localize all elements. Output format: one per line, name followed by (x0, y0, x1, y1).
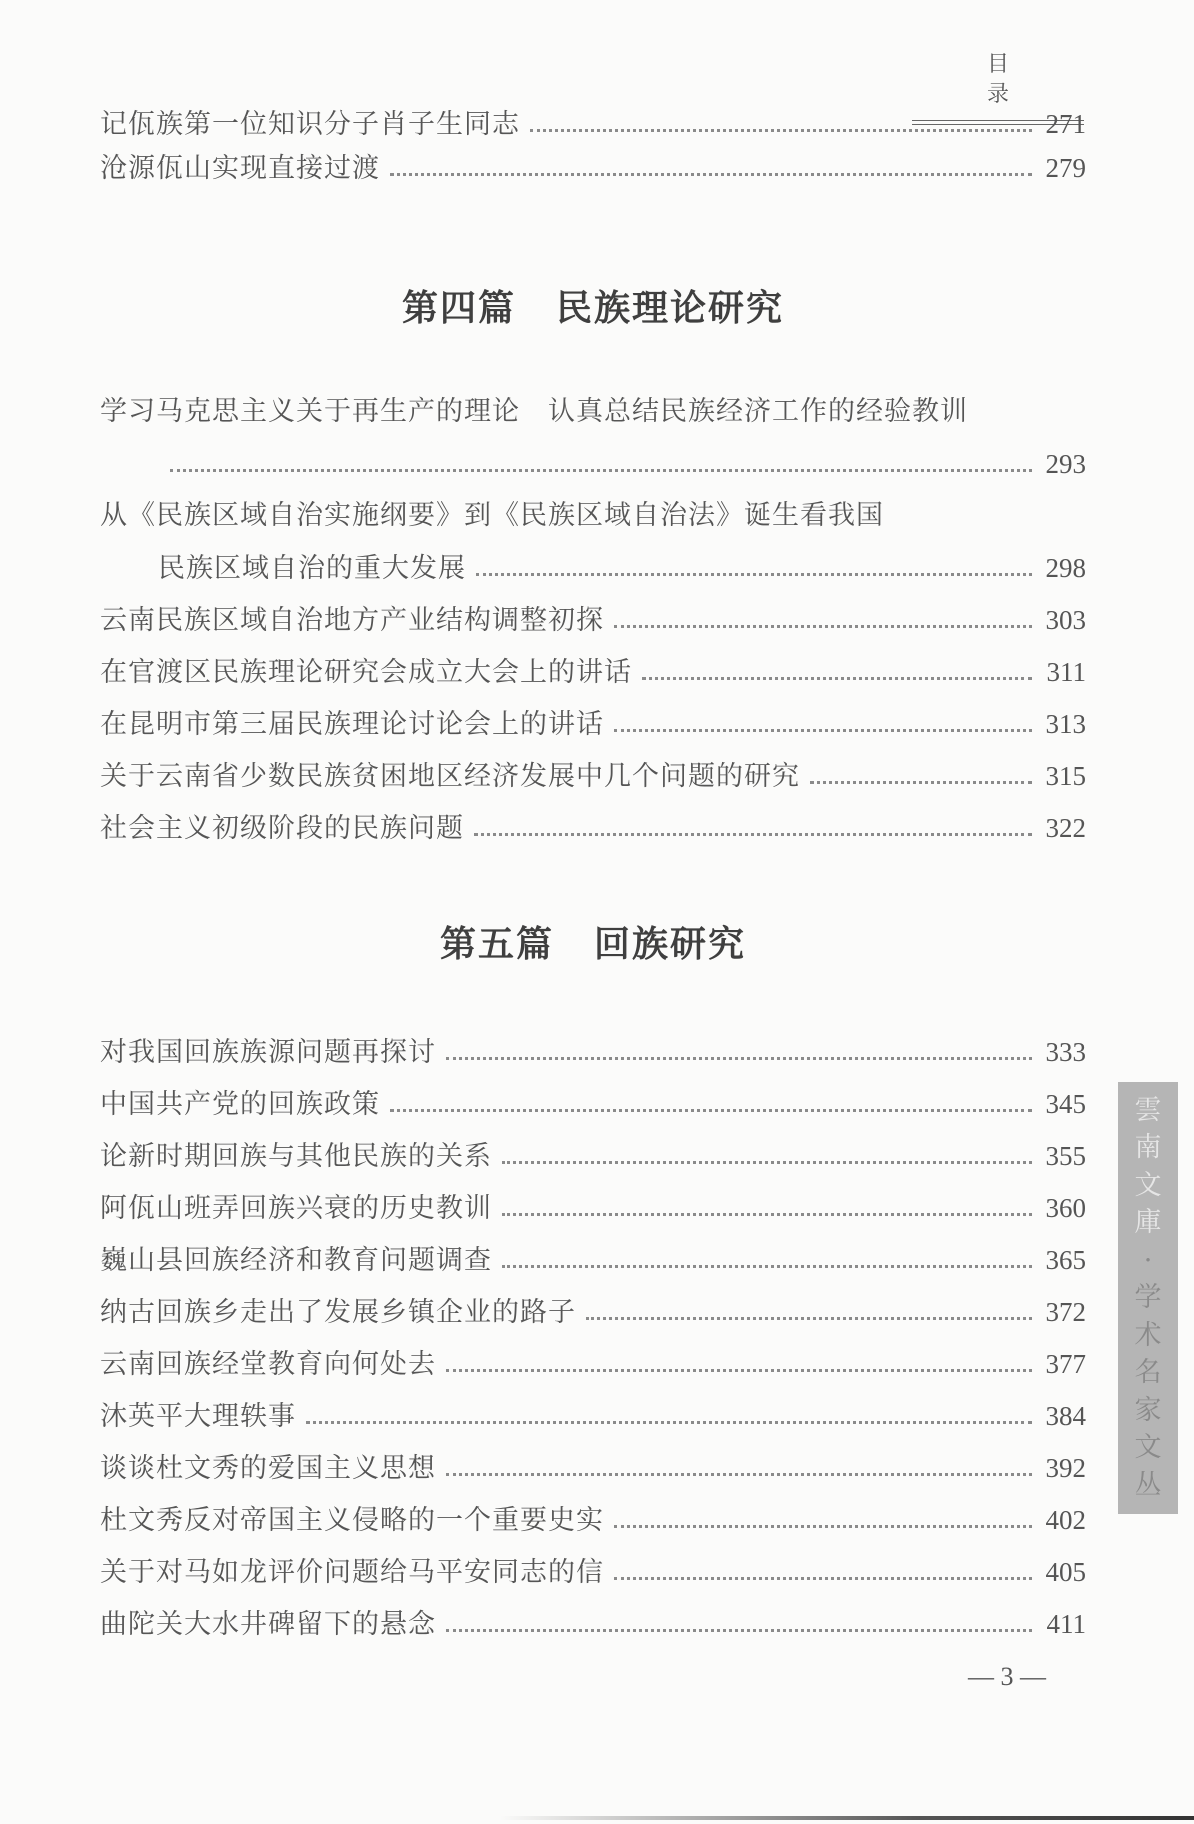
entry-title: 关于云南省少数民族贫困地区经济发展中几个问题的研究 (100, 761, 800, 792)
side-tab-char: 南 (1134, 1132, 1162, 1163)
toc-entry[interactable] (100, 1396, 1086, 1436)
dot-leader (476, 572, 1032, 576)
entry-page: 392 (1045, 1453, 1086, 1483)
section-name: 民族理论研究 (556, 287, 785, 329)
dot-leader (306, 1420, 1032, 1424)
entry-title: 在昆明市第三届民族理论讨论会上的讲话 (100, 709, 604, 740)
entry-title: 云南回族经堂教育向何处去 (100, 1349, 436, 1380)
dot-leader (614, 1524, 1032, 1528)
side-tab-char: 庫 (1134, 1207, 1162, 1238)
entry-page: 298 (1045, 553, 1086, 583)
toc-entry[interactable] (100, 756, 1086, 796)
entry-title: 论新时期回族与其他民族的关系 (100, 1141, 492, 1172)
dot-leader (474, 832, 1032, 836)
entry-title: 记佤族第一位知识分子肖子生同志 (100, 109, 520, 140)
entry-page: 271 (1045, 109, 1086, 139)
toc-entry[interactable] (100, 704, 1086, 744)
entry-page: 405 (1045, 1557, 1086, 1587)
dot-leader (642, 676, 1032, 680)
side-tab-char: 文 (1134, 1169, 1162, 1201)
dot-leader (390, 1108, 1032, 1112)
dot-leader (446, 1056, 1032, 1060)
side-tab-char: 术 (1134, 1319, 1162, 1351)
entry-page: 293 (1045, 449, 1086, 479)
toc-entry[interactable] (100, 1292, 1086, 1332)
entry-title: 杜文秀反对帝国主义侵略的一个重要史实 (100, 1505, 604, 1536)
entry-page: 365 (1045, 1245, 1086, 1275)
entry-title-line[interactable]: 学习马克思主义关于再生产的理论 认真总结民族经济工作的经验教训 (100, 396, 968, 427)
entry-title: 社会主义初级阶段的民族问题 (100, 813, 464, 844)
entry-page: 322 (1045, 813, 1086, 843)
side-tab-char: 名 (1134, 1357, 1162, 1388)
section-number: 第四篇 (401, 287, 516, 329)
toc-entry[interactable] (100, 1604, 1086, 1644)
dot-leader (502, 1160, 1032, 1164)
toc-entry[interactable] (100, 1552, 1086, 1592)
toc-entry[interactable] (100, 1136, 1086, 1176)
toc-entry[interactable] (100, 1084, 1086, 1124)
entry-title: 民族区域自治的重大发展 (158, 553, 466, 584)
dot-leader (390, 172, 1032, 176)
entry-page: 402 (1045, 1505, 1086, 1535)
toc-entry[interactable] (100, 1032, 1086, 1072)
side-tab-char: 学 (1134, 1282, 1162, 1313)
entry-title-line[interactable]: 从《民族区域自治实施纲要》到《民族区域自治法》诞生看我国 (100, 500, 884, 531)
toc-entry[interactable] (100, 1240, 1086, 1280)
header-title: 目 录 (986, 52, 1112, 107)
dot-leader (614, 624, 1032, 628)
toc-entry[interactable] (100, 808, 1086, 848)
entry-page: 411 (1046, 1609, 1086, 1639)
entry-title: 对我国回族族源问题再探讨 (100, 1037, 436, 1068)
toc-entry[interactable] (100, 1448, 1086, 1488)
dot-leader (614, 1576, 1032, 1580)
dot-leader (810, 780, 1032, 784)
entry-title: 纳古回族乡走出了发展乡镇企业的路子 (100, 1297, 576, 1328)
section-heading (100, 916, 1086, 967)
entry-page: 311 (1046, 657, 1086, 687)
toc-entry[interactable] (100, 1344, 1086, 1384)
series-side-tab (1118, 1082, 1178, 1514)
entry-page: 360 (1045, 1193, 1086, 1223)
entry-page: 279 (1045, 153, 1086, 183)
section-heading (100, 280, 1086, 331)
toc-entry[interactable] (100, 1188, 1086, 1228)
entry-page: 345 (1045, 1089, 1086, 1119)
dot-leader (586, 1316, 1032, 1320)
entry-title: 巍山县回族经济和教育问题调查 (100, 1245, 492, 1276)
toc-entry[interactable] (100, 444, 1086, 484)
dot-leader (614, 728, 1032, 732)
entry-title: 沧源佤山实现直接过渡 (100, 153, 380, 184)
entry-title: 中国共产党的回族政策 (100, 1089, 380, 1120)
entry-page: 384 (1045, 1401, 1086, 1431)
dot-leader (502, 1212, 1032, 1216)
section-name: 回族研究 (594, 923, 747, 965)
dot-leader (446, 1628, 1032, 1632)
dot-leader (446, 1472, 1032, 1476)
dot-leader (170, 468, 1032, 472)
entry-page: 303 (1045, 605, 1086, 635)
entry-page: 333 (1045, 1037, 1086, 1067)
entry-title: 关于对马如龙评价问题给马平安同志的信 (100, 1557, 604, 1588)
side-tab-char: 家 (1134, 1394, 1162, 1426)
entry-title: 谈谈杜文秀的爱国主义思想 (100, 1453, 436, 1484)
toc-entry[interactable] (100, 148, 1086, 188)
entry-title: 曲陀关大水井碑留下的悬念 (100, 1609, 436, 1640)
entry-page: 377 (1045, 1349, 1086, 1379)
side-tab-char: 丛 (1134, 1469, 1162, 1501)
toc-entry[interactable] (100, 600, 1086, 640)
dot-leader (446, 1368, 1032, 1372)
side-tab-char: 文 (1134, 1432, 1162, 1463)
side-tab-separator: · (1143, 1244, 1153, 1276)
entry-title: 云南民族区域自治地方产业结构调整初探 (100, 605, 604, 636)
entry-page: 313 (1045, 709, 1086, 739)
toc-entry[interactable] (100, 104, 1086, 144)
entry-page: 315 (1045, 761, 1086, 791)
entry-page: 372 (1045, 1297, 1086, 1327)
toc-entry[interactable] (100, 1500, 1086, 1540)
entry-page: 355 (1045, 1141, 1086, 1171)
toc-entry[interactable] (100, 548, 1086, 588)
toc-entry[interactable] (100, 652, 1086, 692)
dot-leader (530, 128, 1032, 132)
page-number: — 3 — (968, 1662, 1046, 1691)
dot-leader (502, 1264, 1032, 1268)
entry-title: 在官渡区民族理论研究会成立大会上的讲话 (100, 657, 632, 688)
side-tab-char: 雲 (1134, 1094, 1162, 1126)
entry-title: 阿佤山班弄回族兴衰的历史教训 (100, 1193, 492, 1224)
page-bottom-edge (500, 1816, 1194, 1820)
section-number: 第五篇 (439, 923, 554, 965)
entry-title: 沐英平大理轶事 (100, 1401, 296, 1432)
